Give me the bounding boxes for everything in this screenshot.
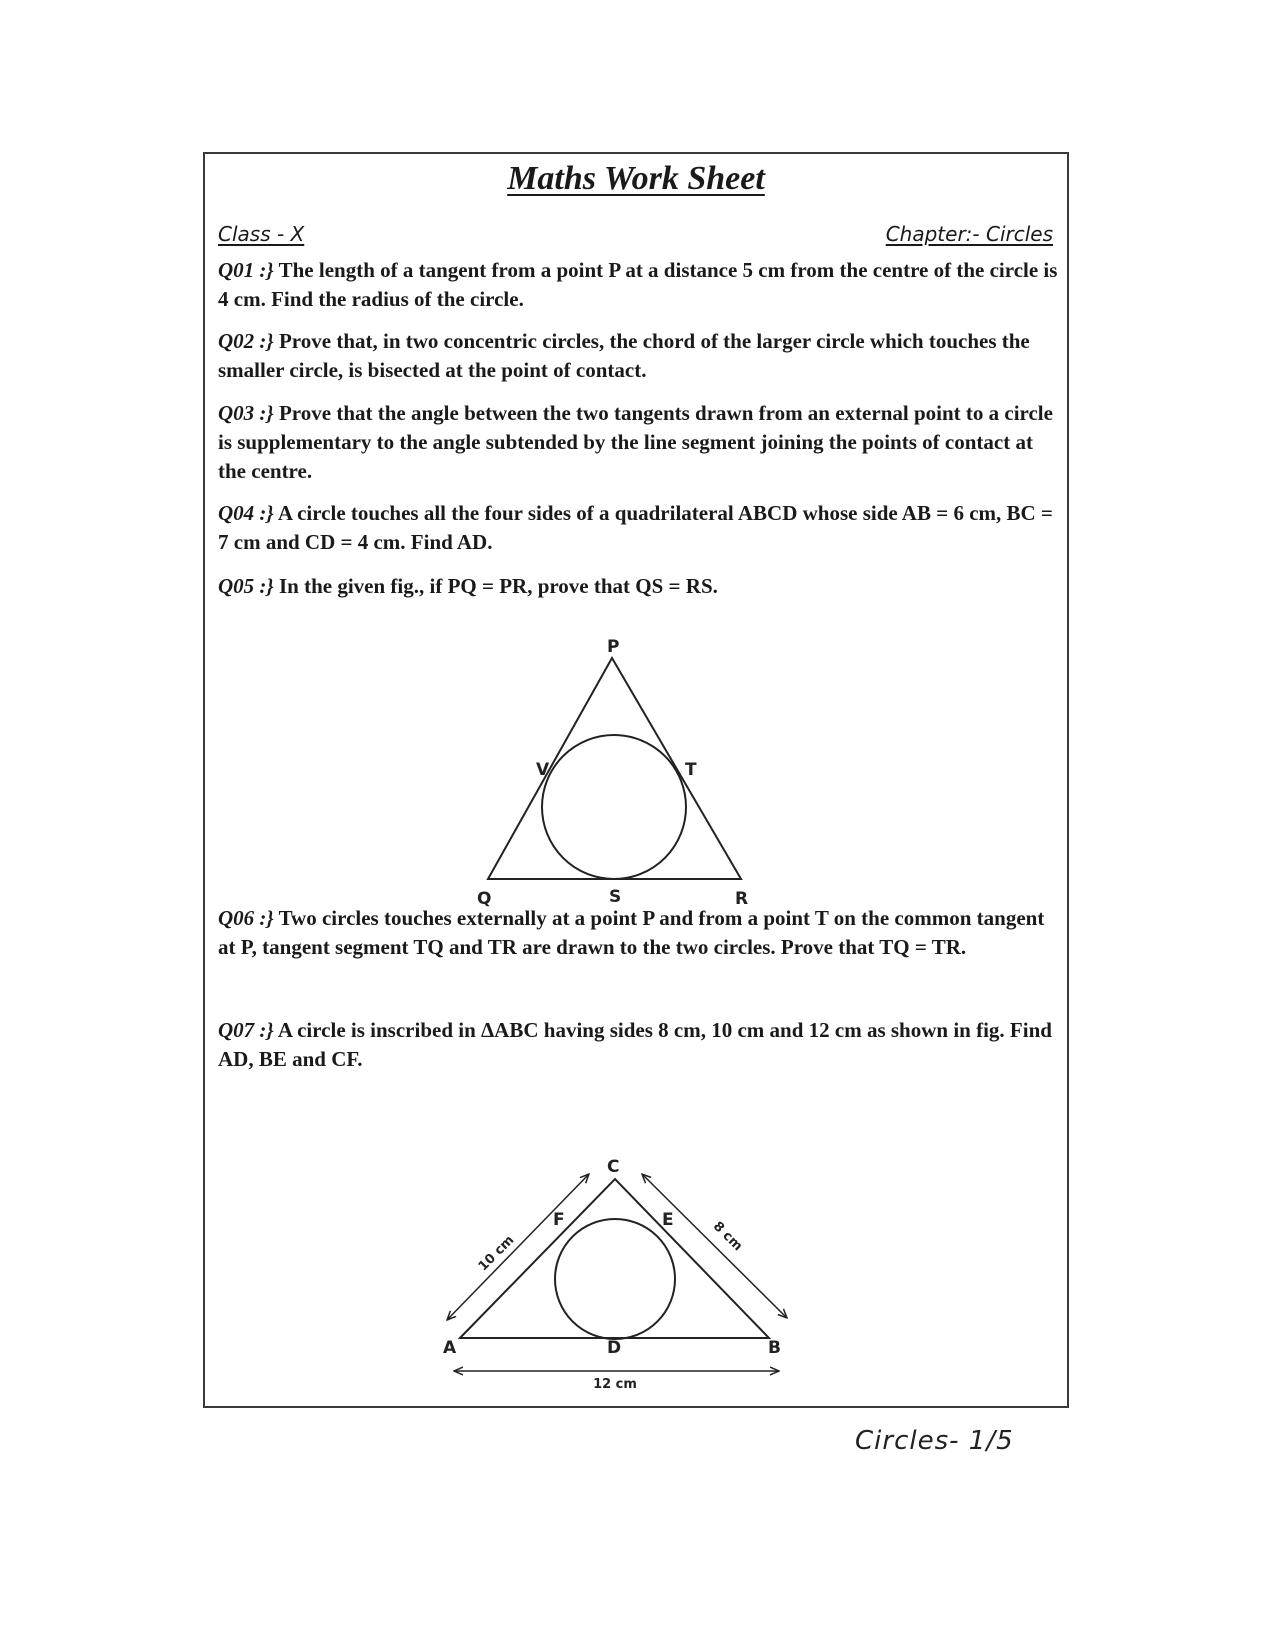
question-number: Q05 :} [218, 574, 274, 598]
question-5 [218, 572, 1058, 601]
worksheet-frame [203, 152, 1069, 1408]
label-q: Q [477, 889, 492, 909]
question-text: A circle touches all the four sides of a quadrilateral ABCD whose side AB = 6 cm, BC = 7 cm and CD = 4 cm. Find AD. [218, 501, 1053, 554]
label-t: T [685, 760, 697, 780]
question-3 [218, 399, 1058, 486]
label-p: P [607, 637, 620, 657]
figure-triangle-pqr [467, 634, 767, 909]
dimension-arrow-ac [447, 1174, 589, 1320]
question-text: Prove that the angle between the two tangents drawn from an external point to a circle is supplementary to the angle subtended by the line segment joining the points of contact at the centre. [218, 401, 1053, 483]
question-number: Q01 :} [218, 258, 274, 282]
question-number: Q04 :} [218, 501, 274, 525]
label-b: B [768, 1338, 781, 1358]
question-number: Q07 :} [218, 1018, 274, 1042]
question-2 [218, 327, 1058, 385]
label-c: C [607, 1157, 620, 1177]
question-text: In the given fig., if PQ = PR, prove that QS = RS. [278, 574, 718, 598]
question-number: Q03 :} [218, 401, 274, 425]
question-text: Two circles touches externally at a point P and from a point T on the common tangent at P, tangent segment TQ and TR are drawn to the two circles. Prove that TQ = TR. [218, 906, 1045, 959]
question-text: Prove that, in two concentric circles, the chord of the larger circle which touches the smaller circle, is bisected at the point of contact. [218, 329, 1030, 382]
question-number: Q02 :} [218, 329, 274, 353]
dimension-label-ab: 12 cm [593, 1377, 637, 1392]
incircle-pqr [542, 735, 686, 879]
question-6 [218, 904, 1058, 962]
label-d: D [607, 1338, 622, 1358]
label-r: R [735, 889, 749, 909]
worksheet-title-row [205, 160, 1067, 198]
dimension-label-bc: 8 cm [709, 1218, 746, 1255]
question-7 [218, 1016, 1058, 1074]
figure-triangle-abc [437, 1144, 837, 1392]
question-number: Q06 :} [218, 906, 274, 930]
dimension-arrow-bc [642, 1174, 787, 1318]
question-1 [218, 256, 1058, 314]
chapter-label: Chapter:- Circles [885, 222, 1053, 246]
question-text: The length of a tangent from a point P at a distance 5 cm from the centre of the circle is 4 cm. Find the radius of the circle. [218, 258, 1058, 311]
label-s: S [609, 887, 622, 907]
question-text: A circle is inscribed in ΔABC having sides 8 cm, 10 cm and 12 cm as shown in fig. Find AD, BE and CF. [218, 1018, 1052, 1071]
label-e: E [662, 1210, 674, 1230]
worksheet-title: Maths Work Sheet [507, 160, 765, 197]
page-footer-note: Circles- 1/5 [855, 1426, 1014, 1456]
label-v: V [536, 760, 550, 780]
class-label: Class - X [218, 222, 305, 246]
question-4 [218, 499, 1058, 557]
dimension-label-ac: 10 cm [475, 1232, 518, 1275]
triangle-pqr [488, 658, 741, 879]
label-a: A [443, 1338, 457, 1358]
incircle-abc [555, 1219, 675, 1339]
label-f: F [553, 1210, 565, 1230]
